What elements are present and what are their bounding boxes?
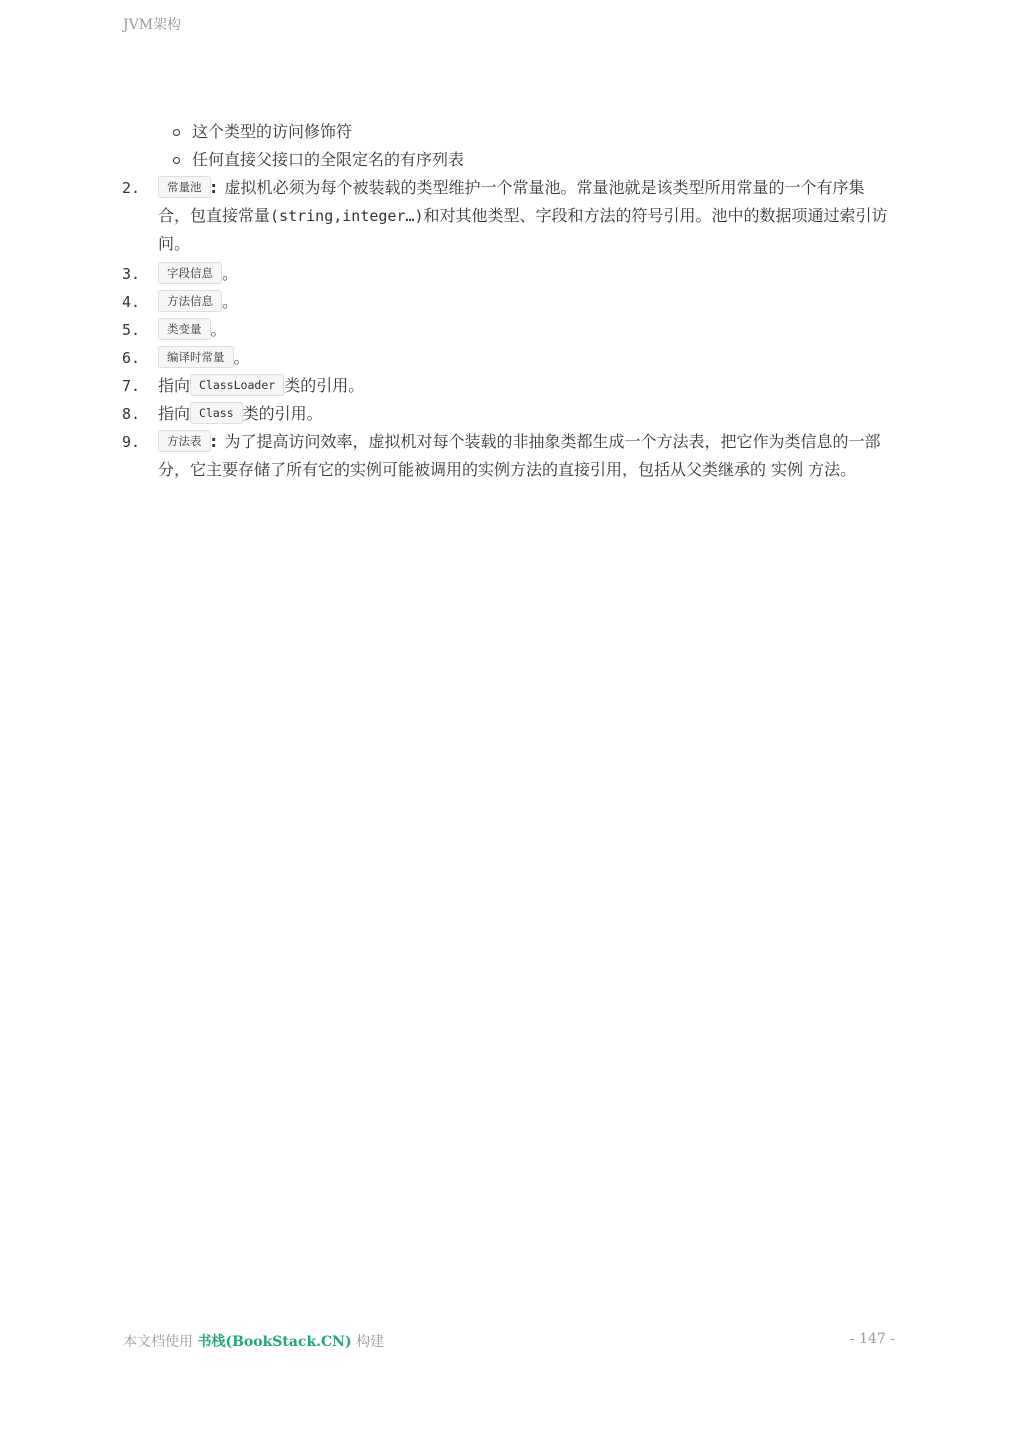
item-number: 2.	[122, 179, 141, 197]
footer-brand-link[interactable]: 书栈(BookStack.CN)	[197, 1334, 352, 1350]
page-header-title: JVM架构	[123, 17, 182, 33]
list-item-field-info	[122, 260, 894, 288]
bullet-text: 任何直接父接口的全限定名的有序列表	[192, 150, 465, 169]
item-suffix: 。	[210, 320, 227, 339]
item-number: 4.	[122, 293, 141, 311]
list-item-classloader-ref	[122, 372, 894, 400]
inline-code: 常量池	[158, 176, 211, 198]
inline-code: 编译时常量	[158, 346, 234, 368]
footer-credit	[123, 1331, 384, 1351]
item-text: 虚拟机必须为每个被装载的类型维护一个常量池。常量池就是该类型所用常量的一个有序集合，包直接常量	[158, 178, 865, 225]
item-number: 5.	[122, 321, 141, 339]
list-item-class-ref	[122, 400, 894, 428]
item-suffix: 类的引用。	[242, 404, 323, 423]
list-item-compile-constants	[122, 344, 894, 372]
item-number: 7.	[122, 377, 141, 395]
inline-code: Class	[190, 402, 243, 424]
item-suffix: 。	[233, 348, 250, 367]
item-number: 3.	[122, 265, 141, 283]
footer-suffix: 构建	[356, 1334, 385, 1350]
item-text-cont: 和对其他类型、字段和方法的符号引用。池中的数据项通过索引访问。	[158, 206, 888, 253]
item-prefix: 指向	[158, 376, 191, 395]
bullet-text: 这个类型的访问修饰符	[192, 122, 353, 141]
list-item-class-variables	[122, 316, 894, 344]
item-number: 9.	[122, 433, 141, 451]
document-body	[122, 118, 894, 484]
list-item-method-info	[122, 288, 894, 316]
inline-code: 类变量	[158, 318, 211, 340]
item-suffix: 类的引用。	[284, 376, 365, 395]
bullet-list	[122, 118, 894, 174]
item-number: 8.	[122, 405, 141, 423]
item-number: 6.	[122, 349, 141, 367]
footer-prefix: 本文档使用	[123, 1334, 193, 1350]
inline-code: 方法信息	[158, 290, 222, 312]
page-number: - 147 -	[849, 1331, 895, 1347]
item-suffix: 。	[222, 264, 239, 283]
inline-code: 方法表	[158, 430, 211, 452]
list-item-constant-pool: 2. 常量池 : 虚拟机必须为每个被装载的类型维护一个常量池。常量池就是该类型所用常量的一个有序集合，包直接常量(string,integer…)和对其他类型、字段和方法的符号引用。池中的数据项通过索引访问。	[122, 174, 894, 258]
list-item	[122, 146, 894, 174]
inline-code: 字段信息	[158, 262, 222, 284]
inline-code: ClassLoader	[190, 374, 284, 396]
list-item-method-table: 9. 方法表 : 为了提高访问效率，虚拟机对每个装载的非抽象类都生成一个方法表，把它作为类信息的一部分，它主要存储了所有它的实例可能被调用的实例方法的直接引用，包括从父类继承的 实例 方法。	[122, 428, 894, 484]
inline-mono: (string,integer…)	[270, 207, 424, 225]
list-item	[122, 118, 894, 146]
item-suffix: 。	[222, 292, 239, 311]
item-text: 为了提高访问效率，虚拟机对每个装载的非抽象类都生成一个方法表，把它作为类信息的一部分，它主要存储了所有它的实例可能被调用的实例方法的直接引用，包括从父类继承的 实例 方法。	[158, 432, 881, 479]
bullet-circle-icon	[173, 157, 180, 164]
numbered-list	[122, 174, 894, 484]
bullet-circle-icon	[173, 129, 180, 136]
item-prefix: 指向	[158, 404, 191, 423]
